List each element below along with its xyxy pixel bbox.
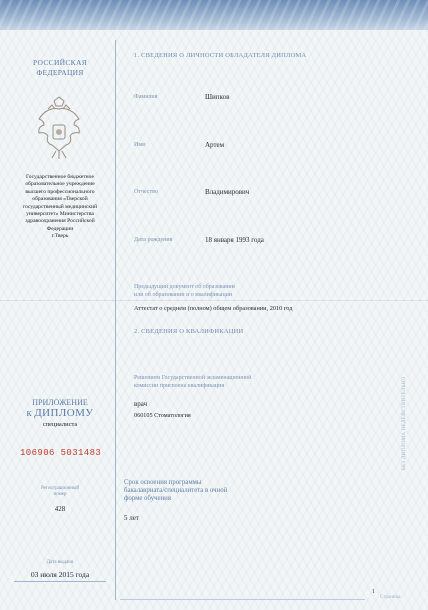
issue-date-label: Дата выдачи — [46, 560, 74, 565]
study-term-label-line: бакалавриата/специалитета в очной — [124, 487, 228, 494]
registration-label-line: номер — [53, 492, 67, 497]
page-label: Страница — [380, 595, 401, 600]
institution-line: Федерации — [46, 225, 74, 232]
column-divider — [115, 40, 116, 600]
coat-of-arms-icon — [34, 95, 84, 161]
previous-document-value: Аттестат о среднем (полном) общем образовании, 2010 год — [134, 305, 293, 312]
institution-line: Государственное бюджетное — [25, 174, 95, 180]
qualification-decision-line: Решением Государственной экзаменационной — [134, 375, 252, 381]
first-name-label: Имя — [134, 142, 145, 148]
appendix-diploma-word: ДИПЛОМУ — [34, 407, 94, 419]
study-term-label-line: Срок освоения программы — [124, 479, 202, 486]
section-1-title: 1. СВЕДЕНИЯ О ЛИЧНОСТИ ОБЛАДАТЕЛЯ ДИПЛОМА — [134, 52, 307, 59]
page-marker: 1 — [372, 589, 375, 595]
appendix-diploma — [22, 407, 98, 420]
appendix-k: к — [26, 408, 32, 419]
study-term-label — [124, 479, 244, 503]
previous-document-label-line: Предыдущий документ об образовании — [134, 284, 235, 290]
institution-line: образовательное учреждение — [25, 181, 95, 188]
specialty-value: 060105 Стоматология — [134, 412, 191, 419]
previous-document-label — [134, 283, 294, 299]
institution-name — [10, 174, 110, 241]
patronymic-value: Владимирович — [205, 188, 250, 196]
patronymic-label: Отчество — [134, 189, 158, 195]
appendix-title: ПРИЛОЖЕНИЕ — [32, 398, 88, 407]
institution-line: государственный медицинский — [22, 203, 98, 210]
qualification-value: врач — [134, 400, 148, 408]
registration-label — [22, 486, 98, 498]
surname-label: Фамилия — [134, 94, 158, 100]
page-fold — [0, 300, 428, 301]
issue-date-underline — [14, 581, 106, 582]
previous-document-label-line: или об образовании и о квалификации — [134, 292, 233, 298]
first-name-value: Артем — [205, 141, 225, 149]
qualification-decision-label — [134, 374, 314, 390]
country-name — [22, 58, 98, 78]
institution-line: здравоохранения Российской — [25, 218, 95, 225]
institution-line: г.Тверь — [51, 233, 69, 240]
issue-date: 03 июля 2015 года — [30, 570, 90, 579]
appendix-subtitle: специалиста — [42, 421, 78, 428]
registration-number: 428 — [54, 505, 66, 513]
birth-date-label: Дата рождения — [134, 237, 173, 243]
birth-date-value: 18 января 1993 года — [205, 236, 264, 244]
country-line-1: РОССИЙСКАЯ — [32, 58, 88, 67]
institution-line: университет» Министерства — [26, 211, 94, 218]
institution-line: образования «Тверской — [32, 196, 88, 203]
validity-side-label: БЕЗ ДИПЛОМА НЕДЕЙСТВИТЕЛЬНО — [402, 376, 407, 470]
country-line-2: ФЕДЕРАЦИЯ — [36, 68, 84, 77]
page-footer-line — [120, 599, 365, 600]
serial-number: 106906 5031483 — [20, 448, 102, 458]
study-term-value: 5 лет — [124, 514, 139, 522]
registration-label-line: Регистрационный — [40, 486, 80, 491]
institution-line: высшего профессионального — [25, 188, 95, 195]
surname-value: Шипков — [205, 93, 230, 101]
qualification-decision-line: комиссии присвоена квалификация — [134, 383, 225, 389]
section-2-title: 2. СВЕДЕНИЯ О КВАЛИФИКАЦИИ — [134, 328, 244, 335]
study-term-label-line: форме обучения — [124, 495, 171, 502]
